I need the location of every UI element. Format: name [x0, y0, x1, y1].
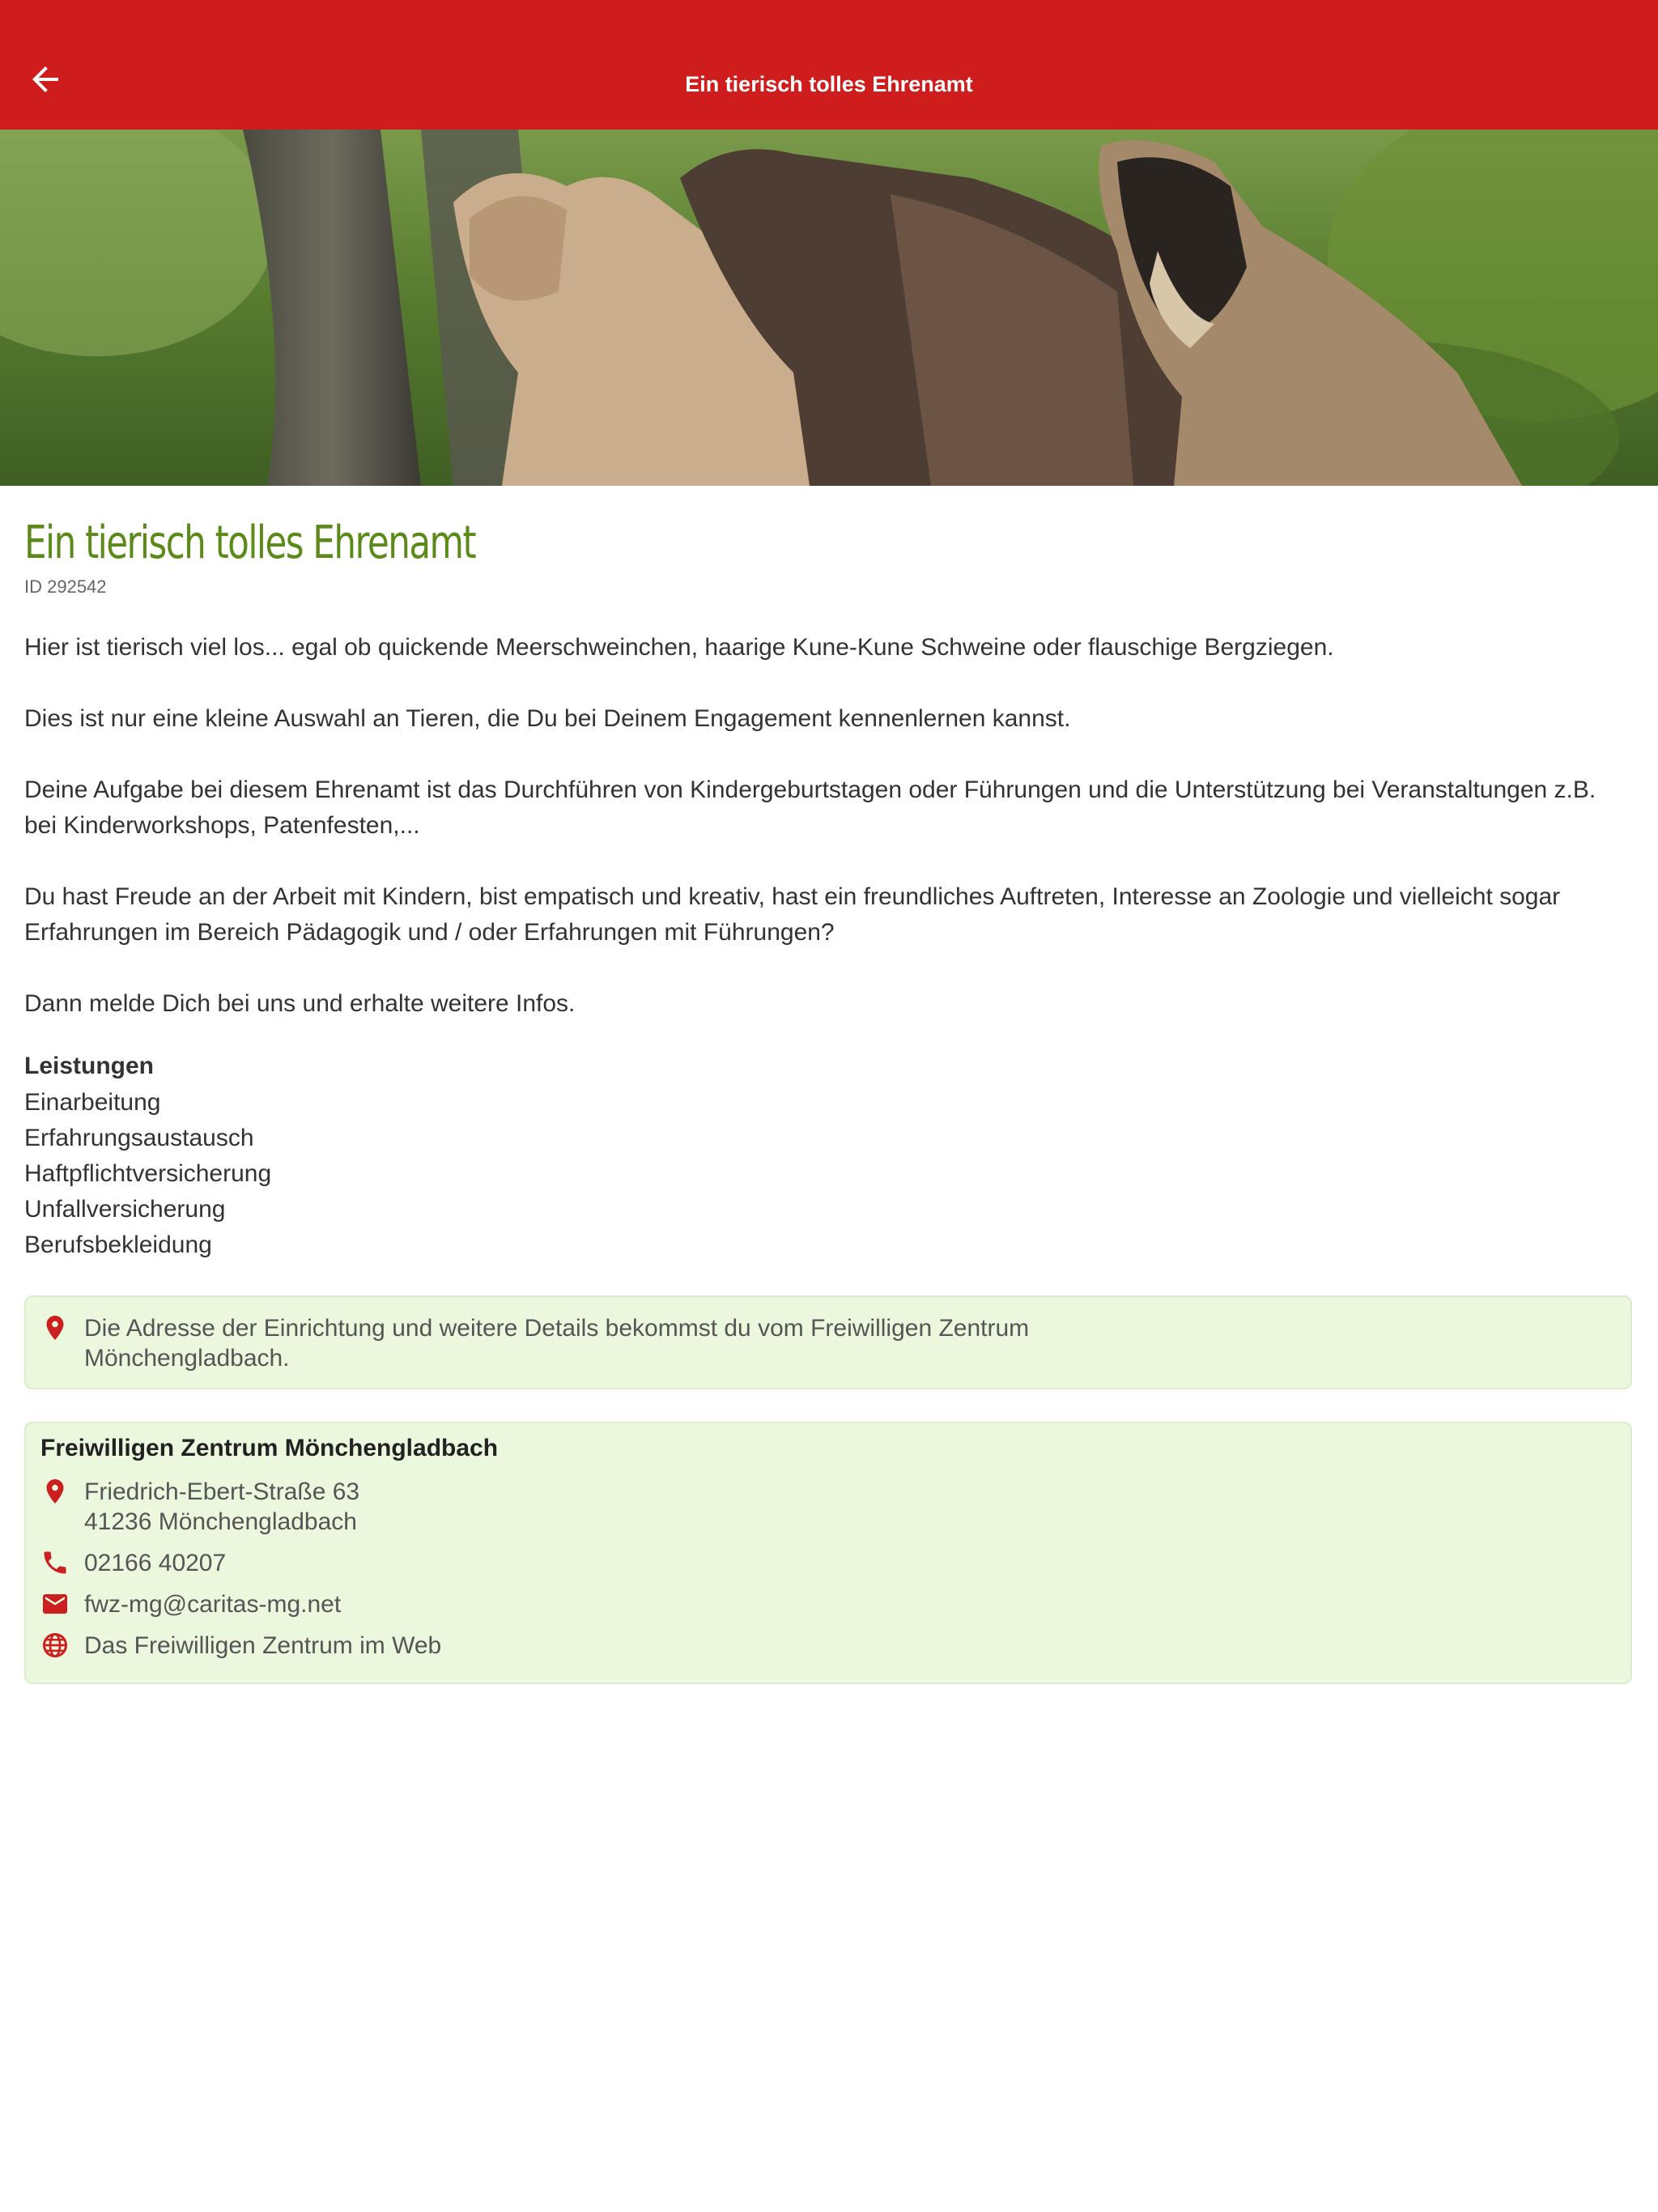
perks-heading: Leistungen — [24, 1053, 155, 1079]
phone-number: 02166 40207 — [84, 1550, 227, 1576]
address-city: 41236 Mönchengladbach — [84, 1508, 357, 1535]
hero-image — [0, 130, 1658, 486]
organization-card — [24, 1422, 1632, 1684]
offer-description — [24, 630, 1634, 1022]
goats-photo — [0, 130, 1658, 486]
email-link[interactable] — [40, 1589, 1616, 1619]
organization-address[interactable] — [40, 1477, 1616, 1537]
back-button[interactable] — [23, 57, 68, 102]
email-address: fwz-mg@caritas-mg.net — [84, 1591, 342, 1618]
description-paragraph: Du hast Freude an der Arbeit mit Kindern, bist empatisch und kreativ, hast ein freundliches Auftreten, Interesse an Zoologie und vielleicht sogar Erfahrungen im Bereich Pädagogik und / oder Erfahrungen mit Führungen? — [24, 883, 1561, 946]
perks-list — [24, 1085, 1634, 1263]
description-paragraph: Deine Aufgabe bei diesem Ehrenamt ist das Durchführen von Kindergeburtstagen oder Führungen und die Unterstützung bei Veranstaltungen z.B. bei Kinderworkshops, Patenfesten,... — [24, 776, 1596, 839]
perk-item: Einarbeitung — [24, 1089, 161, 1116]
address-notice-text: Die Adresse der Einrichtung und weitere Details bekommst du vom Freiwilligen Zentrum Mönchengladbach. — [84, 1315, 1030, 1372]
website-link[interactable] — [40, 1631, 1616, 1661]
description-paragraph: Dies ist nur eine kleine Auswahl an Tieren, die Du bei Deinem Engagement kennenlernen kannst. — [24, 705, 1071, 732]
website-label: Das Freiwilligen Zentrum im Web — [84, 1632, 442, 1659]
globe-icon — [40, 1631, 70, 1660]
app-bar-title: Ein tierisch tolles Ehrenamt — [685, 71, 973, 96]
description-paragraph: Hier ist tierisch viel los... egal ob quickende Meerschweinchen, haarige Kune-Kune Schweine oder flauschige Bergziegen. — [24, 634, 1334, 661]
arrow-back-icon — [26, 60, 65, 99]
address-street: Friedrich-Ebert-Straße 63 — [84, 1478, 360, 1505]
perk-item: Erfahrungsaustausch — [24, 1125, 254, 1151]
email-icon — [40, 1589, 70, 1619]
location-pin-icon — [40, 1477, 70, 1506]
phone-icon — [40, 1548, 70, 1577]
perk-item: Berufsbekleidung — [24, 1231, 212, 1258]
offer-title: Ein tierisch tolles Ehrenamt — [24, 517, 476, 569]
location-pin-icon — [40, 1313, 70, 1342]
perk-item: Unfallversicherung — [24, 1196, 226, 1223]
organization-name: Freiwilligen Zentrum Mönchengladbach — [40, 1435, 499, 1461]
offer-id: ID 292542 — [24, 576, 107, 597]
offer-content — [24, 486, 1634, 1684]
address-notice — [24, 1295, 1632, 1389]
phone-link[interactable] — [40, 1548, 1616, 1578]
app-bar — [0, 0, 1658, 130]
perk-item: Haftpflichtversicherung — [24, 1160, 272, 1187]
description-paragraph: Dann melde Dich bei uns und erhalte weitere Infos. — [24, 990, 576, 1017]
